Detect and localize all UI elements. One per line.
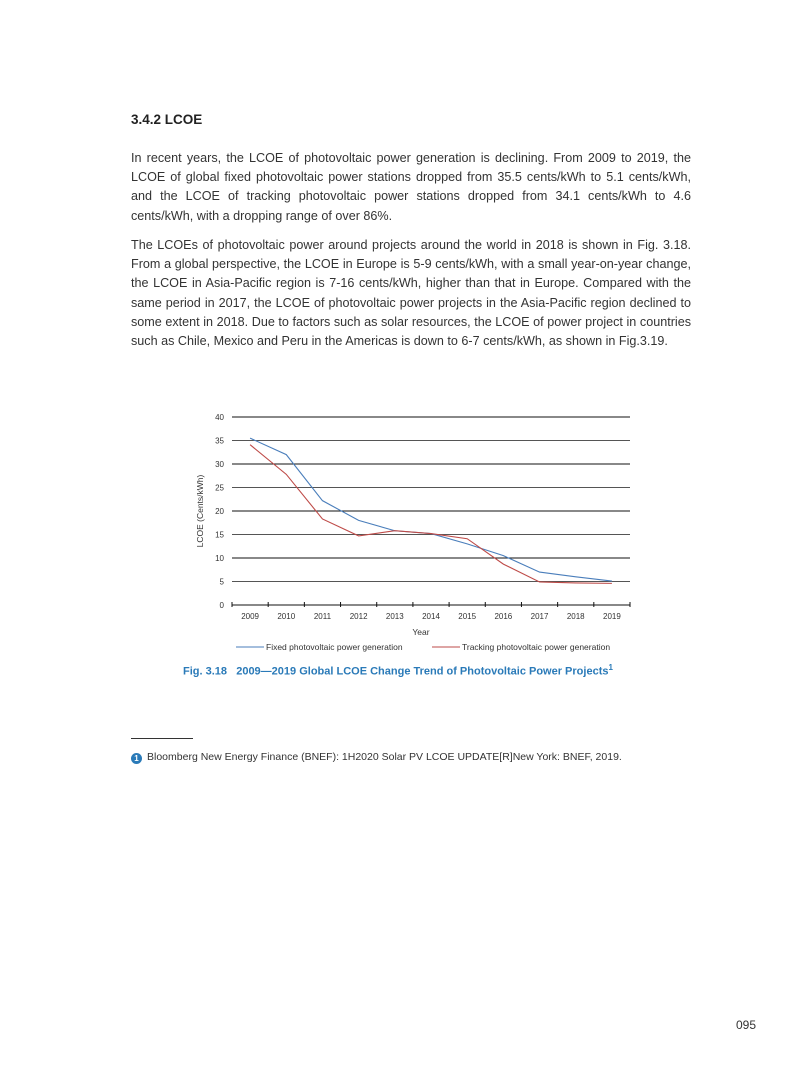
y-tick-label: 25 [215,483,224,493]
paragraph: The LCOEs of photovoltaic power around projects around the world in 2018 is shown in Fig. 3.18. From a global perspective, the LCOE in Europe is 5-9 cents/kWh, with a small year-on-year change, the LCOE in Asia-Pacific region is 7-16 cents/kWh, higher than that in Europe. Compared with the same period in 2017, the LCOE of photovoltaic power projects in the Asia-Pacific region declined to some extent in 2018. Due to factors such as solar resources, the LCOE of power project in countries such as Chile, Mexico and Peru in the Americas is down to 6-7 cents/kWh, as shown in Fig.3.19. [131,238,691,349]
figure-caption [183,663,613,678]
x-tick-label: 2019 [603,612,621,621]
x-tick-label: 2015 [458,612,477,621]
y-tick-label: 30 [215,460,224,469]
x-axis-label: Year [412,627,430,637]
x-tick-label: 2014 [422,612,440,621]
series-line-fixed [250,438,612,581]
paragraph: In recent years, the LCOE of photovoltaic power generation is declining. From 2009 to 2019, the LCOE of global fixed photovoltaic power stations dropped from 35.5 cents/kWh to 5.1 cents/kWh, and the LCOE of tracking photovoltaic power stations dropped from 34.1 cents/kWh to 4.6 cents/kWh, with a dropping range of over 86%. [131,151,691,223]
y-tick-label: 20 [215,507,224,516]
x-tick-label: 2013 [385,612,404,621]
series-line-tracking [250,445,612,584]
y-tick-label: 10 [215,554,224,563]
legend-label-tracking: Tracking photovoltaic power generation [462,642,611,652]
footnote-marker: 1 [131,753,142,764]
x-tick-label: 2016 [494,612,513,621]
x-tick-label: 2009 [241,612,259,621]
y-axis-label: LCOE (Cents/kWh) [195,474,205,548]
y-tick-label: 40 [215,413,224,422]
y-tick-label: 35 [215,436,224,446]
figure-label: Fig. 3.18 [183,665,228,678]
x-tick-label: 2011 [313,612,332,621]
section-heading: 3.4.2 LCOE [131,112,203,127]
page-number: 095 [736,1018,757,1032]
y-tick-label: 0 [219,601,224,610]
y-tick-label: 15 [215,530,224,540]
figure-title: 2009—2019 Global LCOE Change Trend of Photovoltaic Power Projects [236,665,609,678]
y-tick-label: 5 [219,577,224,587]
legend [236,642,610,652]
footnote-divider [131,738,193,739]
footnote-text: Bloomberg New Energy Finance (BNEF): 1H2020 Solar PV LCOE UPDATE[R]New York: BNEF, 2019. [147,751,622,763]
x-tick-label: 2012 [349,612,368,621]
x-tick-label: 2017 [530,612,549,621]
legend-label-fixed: Fixed photovoltaic power generation [266,642,403,652]
footnote-ref[interactable]: 1 [608,663,613,672]
x-tick-label: 2018 [566,612,585,621]
footnote [131,751,622,764]
x-tick-label: 2010 [277,612,296,621]
